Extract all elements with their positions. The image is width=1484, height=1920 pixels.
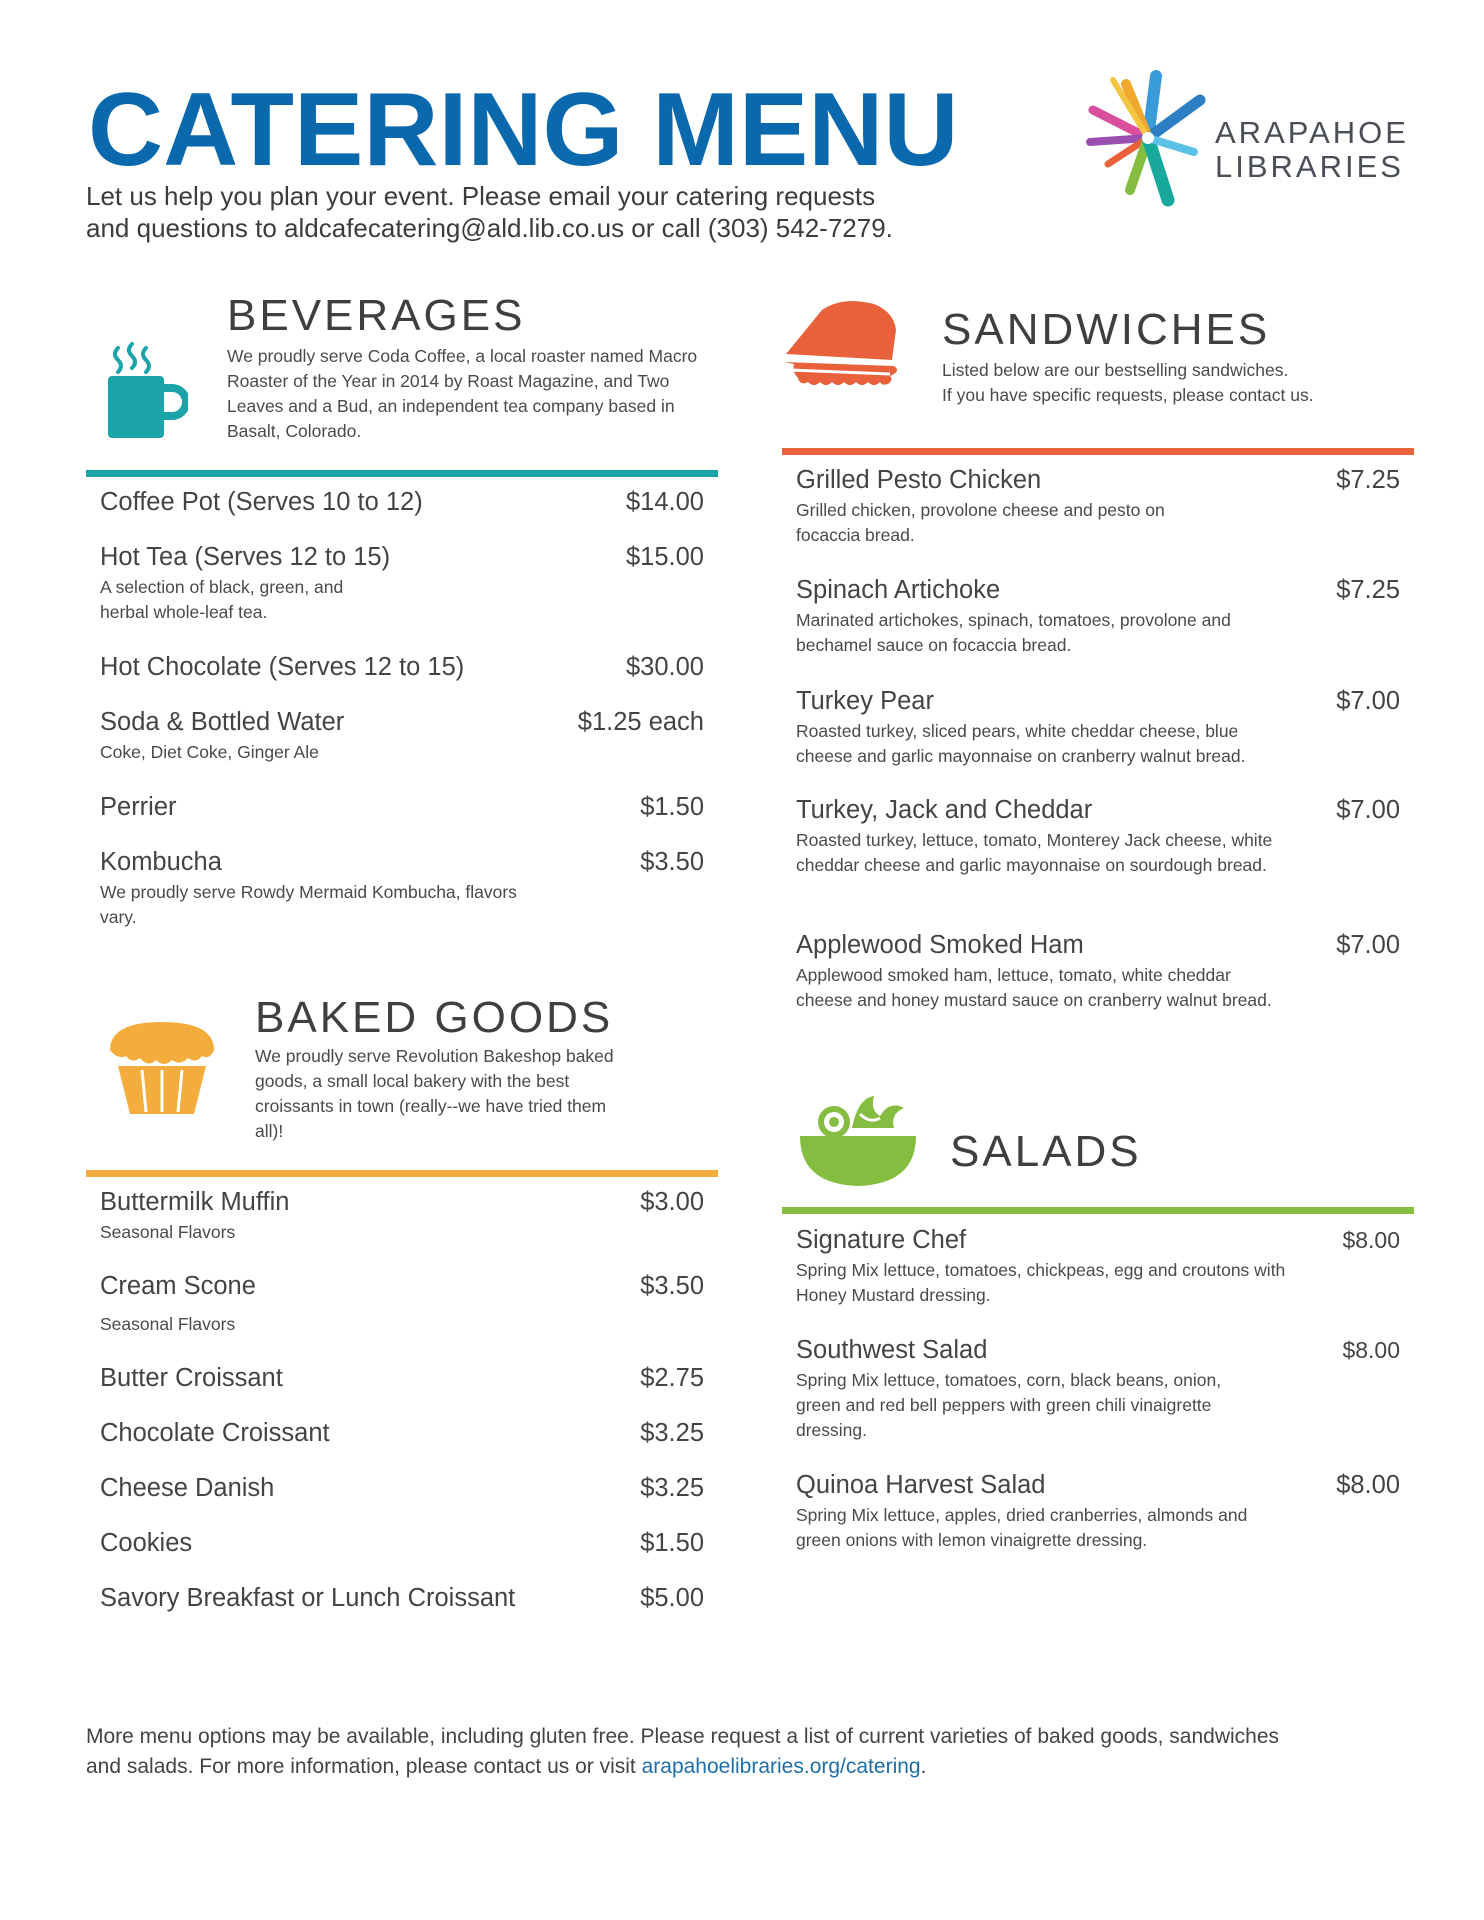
sandwiches-desc-line-2: If you have specific requests, please contact us. [942, 385, 1314, 405]
item-description: A selection of black, green, and herbal whole-leaf tea. [100, 577, 344, 622]
item-price: $7.00 [1336, 931, 1400, 959]
item-description: Applewood smoked ham, lettuce, tomato, white cheddar cheese and honey mustard sauce on cranberry walnut bread. [796, 965, 1272, 1010]
item-description: We proudly serve Rowdy Mermaid Kombucha, flavors vary. [100, 882, 517, 927]
logo-line-2: LIBRARIES [1215, 149, 1404, 184]
item-description: Coke, Diet Coke, Ginger Ale [100, 742, 319, 762]
footer-end: . [920, 1755, 927, 1778]
sandwich-icon [782, 300, 912, 400]
intro-text [86, 180, 926, 244]
item-name: Signature Chef [796, 1226, 967, 1254]
list-item [100, 846, 704, 930]
list-item [796, 1334, 1400, 1443]
list-item [100, 1582, 704, 1614]
intro-line-1: Let us help you plan your event. Please email your catering requests [86, 181, 876, 211]
item-name: Hot Tea (Serves 12 to 15) [100, 543, 391, 571]
item-description: Spring Mix lettuce, tomatoes, chickpeas, egg and croutons with Honey Mustard dressing. [796, 1260, 1286, 1305]
list-item [100, 1186, 704, 1245]
logo-text [1215, 116, 1409, 184]
item-description: Spring Mix lettuce, apples, dried cranberries, almonds and green onions with lemon vinaigrette dressing. [796, 1505, 1248, 1550]
item-name: Applewood Smoked Ham [796, 931, 1084, 959]
salad-bowl-icon [796, 1094, 920, 1190]
baked-goods-list [100, 1186, 704, 1626]
item-name: Buttermilk Muffin [100, 1188, 290, 1216]
item-price: $8.00 [1342, 1337, 1400, 1363]
list-item [100, 1270, 704, 1337]
salads-title: SALADS [950, 1127, 1142, 1176]
item-price: $2.75 [640, 1364, 704, 1392]
item-price: $7.25 [1336, 466, 1400, 494]
item-description: Marinated artichokes, spinach, tomatoes, provolone and bechamel sauce on focaccia bread. [796, 610, 1231, 655]
item-name: Southwest Salad [796, 1336, 988, 1364]
item-price: $1.50 [640, 1529, 704, 1557]
muffin-icon [104, 1020, 220, 1116]
starburst-logo-icon [1040, 56, 1220, 216]
list-item [796, 1224, 1400, 1308]
footer-line-2 [86, 1752, 1406, 1782]
list-item [100, 1362, 704, 1394]
item-price: $3.50 [640, 848, 704, 876]
list-item [100, 791, 704, 823]
item-price: $3.25 [640, 1474, 704, 1502]
item-description: Grilled chicken, provolone cheese and pesto on focaccia bread. [796, 500, 1165, 545]
list-item [796, 929, 1400, 1013]
list-item [100, 1417, 704, 1449]
item-name: Turkey Pear [796, 687, 934, 715]
logo-line-1: ARAPAHOE [1215, 115, 1409, 150]
list-item [796, 685, 1400, 769]
item-price: $7.00 [1336, 687, 1400, 715]
item-price: $15.00 [626, 543, 704, 571]
sandwiches-desc-line-1: Listed below are our bestselling sandwiches. [942, 360, 1289, 380]
catering-link[interactable]: arapahoelibraries.org/catering [641, 1755, 921, 1778]
sandwiches-divider [782, 448, 1414, 455]
footer-line-1: More menu options may be available, including gluten free. Please request a list of current varieties of baked goods, sandwiches [86, 1725, 1280, 1748]
item-name: Savory Breakfast or Lunch Croissant [100, 1584, 516, 1612]
baked-goods-description: We proudly serve Revolution Bakeshop baked goods, a small local bakery with the best croissants in town (really--we have tried them all)! [255, 1046, 614, 1141]
item-name: Turkey, Jack and Cheddar [796, 796, 1093, 824]
item-name: Soda & Bottled Water [100, 708, 345, 736]
item-price: $14.00 [626, 488, 704, 516]
list-item [100, 1527, 704, 1559]
list-item [100, 486, 704, 518]
beverages-description: We proudly serve Coda Coffee, a local roaster named Macro Roaster of the Year in 2014 by Roast Magazine, and Two Leaves and a Bud, an independent tea company based in Basalt, Colorado. [227, 346, 698, 441]
item-price: $1.50 [640, 793, 704, 821]
item-name: Quinoa Harvest Salad [796, 1471, 1046, 1499]
list-item [100, 541, 704, 625]
item-description: Spring Mix lettuce, tomatoes, corn, black beans, onion, green and red bell peppers with green chili vinaigrette dressing. [796, 1370, 1222, 1440]
baked-goods-divider [86, 1170, 718, 1177]
item-name: Butter Croissant [100, 1364, 283, 1392]
salads-list [796, 1224, 1400, 1584]
salads-divider [782, 1207, 1414, 1214]
item-description: Roasted turkey, lettuce, tomato, Monterey Jack cheese, white cheddar cheese and garlic mayonnaise on sourdough bread. [796, 830, 1273, 875]
item-price: $8.00 [1342, 1227, 1400, 1253]
item-price: $30.00 [626, 653, 704, 681]
item-name: Perrier [100, 793, 177, 821]
item-price: $7.25 [1336, 576, 1400, 604]
item-price: $8.00 [1336, 1471, 1400, 1499]
beverages-title: BEVERAGES [227, 291, 526, 340]
list-item [796, 1469, 1400, 1553]
beverages-list [100, 486, 704, 946]
item-description: Roasted turkey, sliced pears, white cheddar cheese, blue cheese and garlic mayonnaise on cranberry walnut bread. [796, 721, 1246, 766]
item-name: Cookies [100, 1529, 193, 1557]
item-price: $1.25 each [577, 708, 704, 736]
sandwiches-list [796, 464, 1400, 1044]
item-price: $5.00 [640, 1584, 704, 1612]
sandwiches-description [942, 358, 1382, 408]
item-name: Spinach Artichoke [796, 576, 1001, 604]
list-item [796, 464, 1400, 548]
item-name: Grilled Pesto Chicken [796, 466, 1042, 494]
item-price: $3.00 [640, 1188, 704, 1216]
footer-line-2-text: and salads. For more information, please contact us or visit [86, 1755, 642, 1778]
page-title: CATERING MENU [88, 72, 959, 188]
baked-goods-title: BAKED GOODS [255, 993, 614, 1042]
coffee-mug-icon [104, 340, 188, 440]
item-price: $7.00 [1336, 796, 1400, 824]
item-description: Seasonal Flavors [100, 1222, 236, 1242]
item-description: Seasonal Flavors [100, 1314, 236, 1334]
list-item [796, 574, 1400, 658]
list-item [100, 651, 704, 683]
item-name: Chocolate Croissant [100, 1419, 330, 1447]
footer-note [86, 1722, 1406, 1782]
list-item [100, 706, 704, 765]
item-name: Kombucha [100, 848, 222, 876]
sandwiches-title: SANDWICHES [942, 305, 1271, 354]
list-item [796, 794, 1400, 878]
arapahoe-libraries-logo [1040, 56, 1410, 216]
list-item [100, 1472, 704, 1504]
item-name: Cheese Danish [100, 1474, 275, 1502]
item-price: $3.50 [640, 1272, 704, 1300]
item-name: Coffee Pot (Serves 10 to 12) [100, 488, 423, 516]
item-name: Cream Scone [100, 1272, 256, 1300]
beverages-divider [86, 470, 718, 477]
item-name: Hot Chocolate (Serves 12 to 15) [100, 653, 465, 681]
item-price: $3.25 [640, 1419, 704, 1447]
intro-line-2: and questions to aldcafecatering@ald.lib.co.us or call (303) 542-7279. [86, 213, 893, 243]
